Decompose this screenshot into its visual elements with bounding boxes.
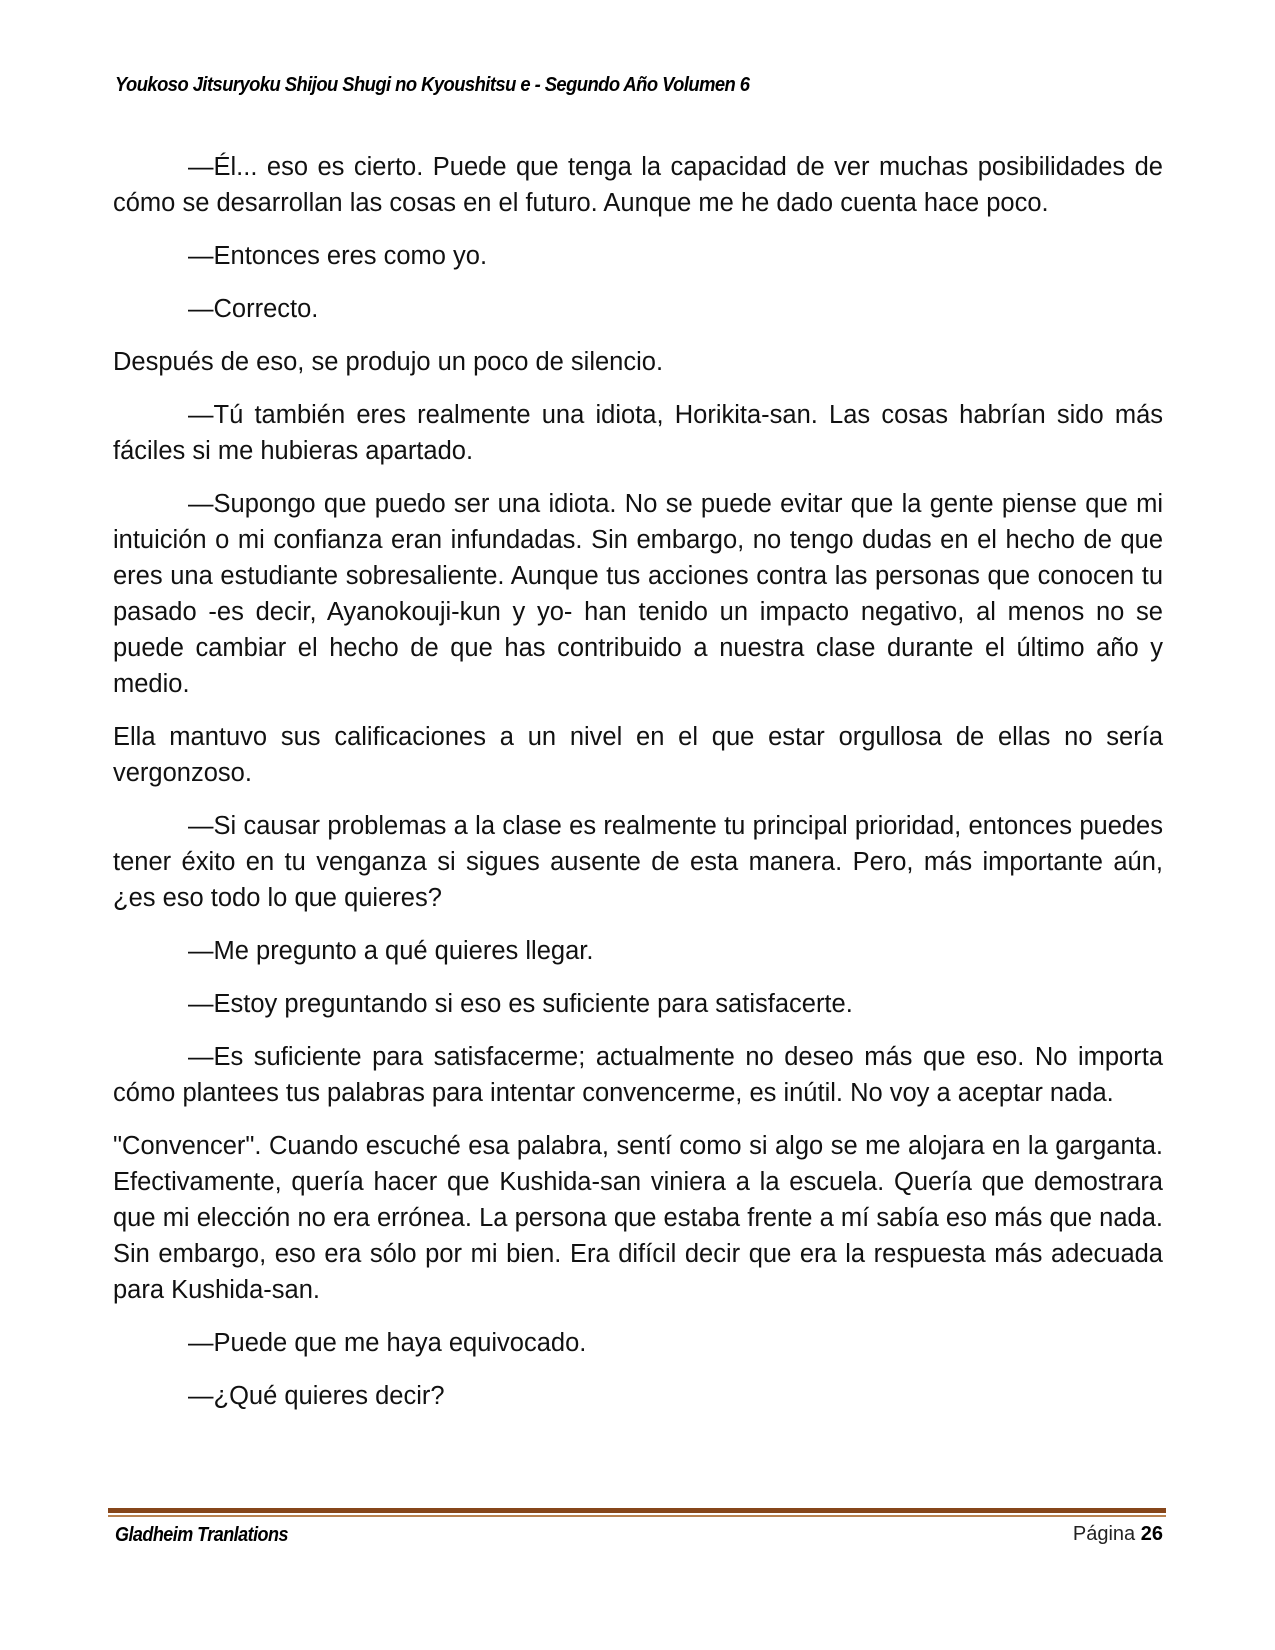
footer-divider-thin — [108, 1515, 1166, 1517]
paragraph-dialogue: —Estoy preguntando si eso es suficiente para satisfacerte. — [188, 990, 853, 1018]
paragraph-narration: Después de eso, se produjo un poco de silencio. — [113, 348, 664, 376]
body-text — [113, 149, 1163, 1431]
paragraph-dialogue: —Si causar problemas a la clase es realmente tu principal prioridad, entonces puedes tener éxito en tu venganza si sigues ausente de esta manera. Pero, más importante aún, ¿es eso todo lo que quieres? — [113, 812, 1163, 912]
page-header-title: Youkoso Jitsuryoku Shijou Shugi no Kyoushitsu e - Segundo Año Volumen 6 — [115, 74, 750, 96]
footer-page-indicator — [1073, 1523, 1163, 1546]
paragraph-dialogue: —Supongo que puedo ser una idiota. No se puede evitar que la gente piense que mi intuición o mi confianza eran infundadas. Sin embargo, no tengo dudas en el hecho de que eres una estudiante sobresaliente. Aunque tus acciones contra las personas que conocen tu pasado -es decir, Ayanokouji-kun y yo- han tenido un impacto negativo, al menos no se puede cambiar el hecho de que has contribuido a nuestra clase durante el último año y medio. — [113, 490, 1163, 698]
footer-credit: Gladheim Tranlations — [115, 1524, 288, 1546]
paragraph-dialogue: —Correcto. — [188, 295, 319, 323]
paragraph-narration: "Convencer". Cuando escuché esa palabra, sentí como si algo se me alojara en la garganta. Efectivamente, quería hacer que Kushida-san viniera a la escuela. Quería que demostrara que mi elección no era errónea. La persona que estaba frente a mí sabía eso más que nada. Sin embargo, eso era sólo por mi bien. Era difícil decir que era la respuesta más adecuada para Kushida-san. — [113, 1132, 1163, 1304]
paragraph-dialogue: —Puede que me haya equivocado. — [188, 1329, 587, 1357]
paragraph-dialogue: —¿Qué quieres decir? — [188, 1382, 445, 1410]
paragraph-dialogue: —Es suficiente para satisfacerme; actualmente no deseo más que eso. No importa cómo plantees tus palabras para intentar convencerme, es inútil. No voy a aceptar nada. — [113, 1043, 1163, 1107]
paragraph-dialogue: —Me pregunto a qué quieres llegar. — [188, 937, 594, 965]
paragraph-dialogue: —Entonces eres como yo. — [188, 242, 488, 270]
page-label: Página — [1072, 1523, 1136, 1545]
paragraph-dialogue: —Tú también eres realmente una idiota, Horikita-san. Las cosas habrían sido más fáciles si me hubieras apartado. — [113, 401, 1163, 465]
footer-divider — [108, 1508, 1166, 1513]
page-number: 26 — [1140, 1523, 1163, 1545]
paragraph-narration: Ella mantuvo sus calificaciones a un nivel en el que estar orgullosa de ellas no sería vergonzoso. — [113, 723, 1163, 787]
paragraph-dialogue: —Él... eso es cierto. Puede que tenga la capacidad de ver muchas posibilidades de cómo se desarrollan las cosas en el futuro. Aunque me he dado cuenta hace poco. — [113, 153, 1163, 217]
